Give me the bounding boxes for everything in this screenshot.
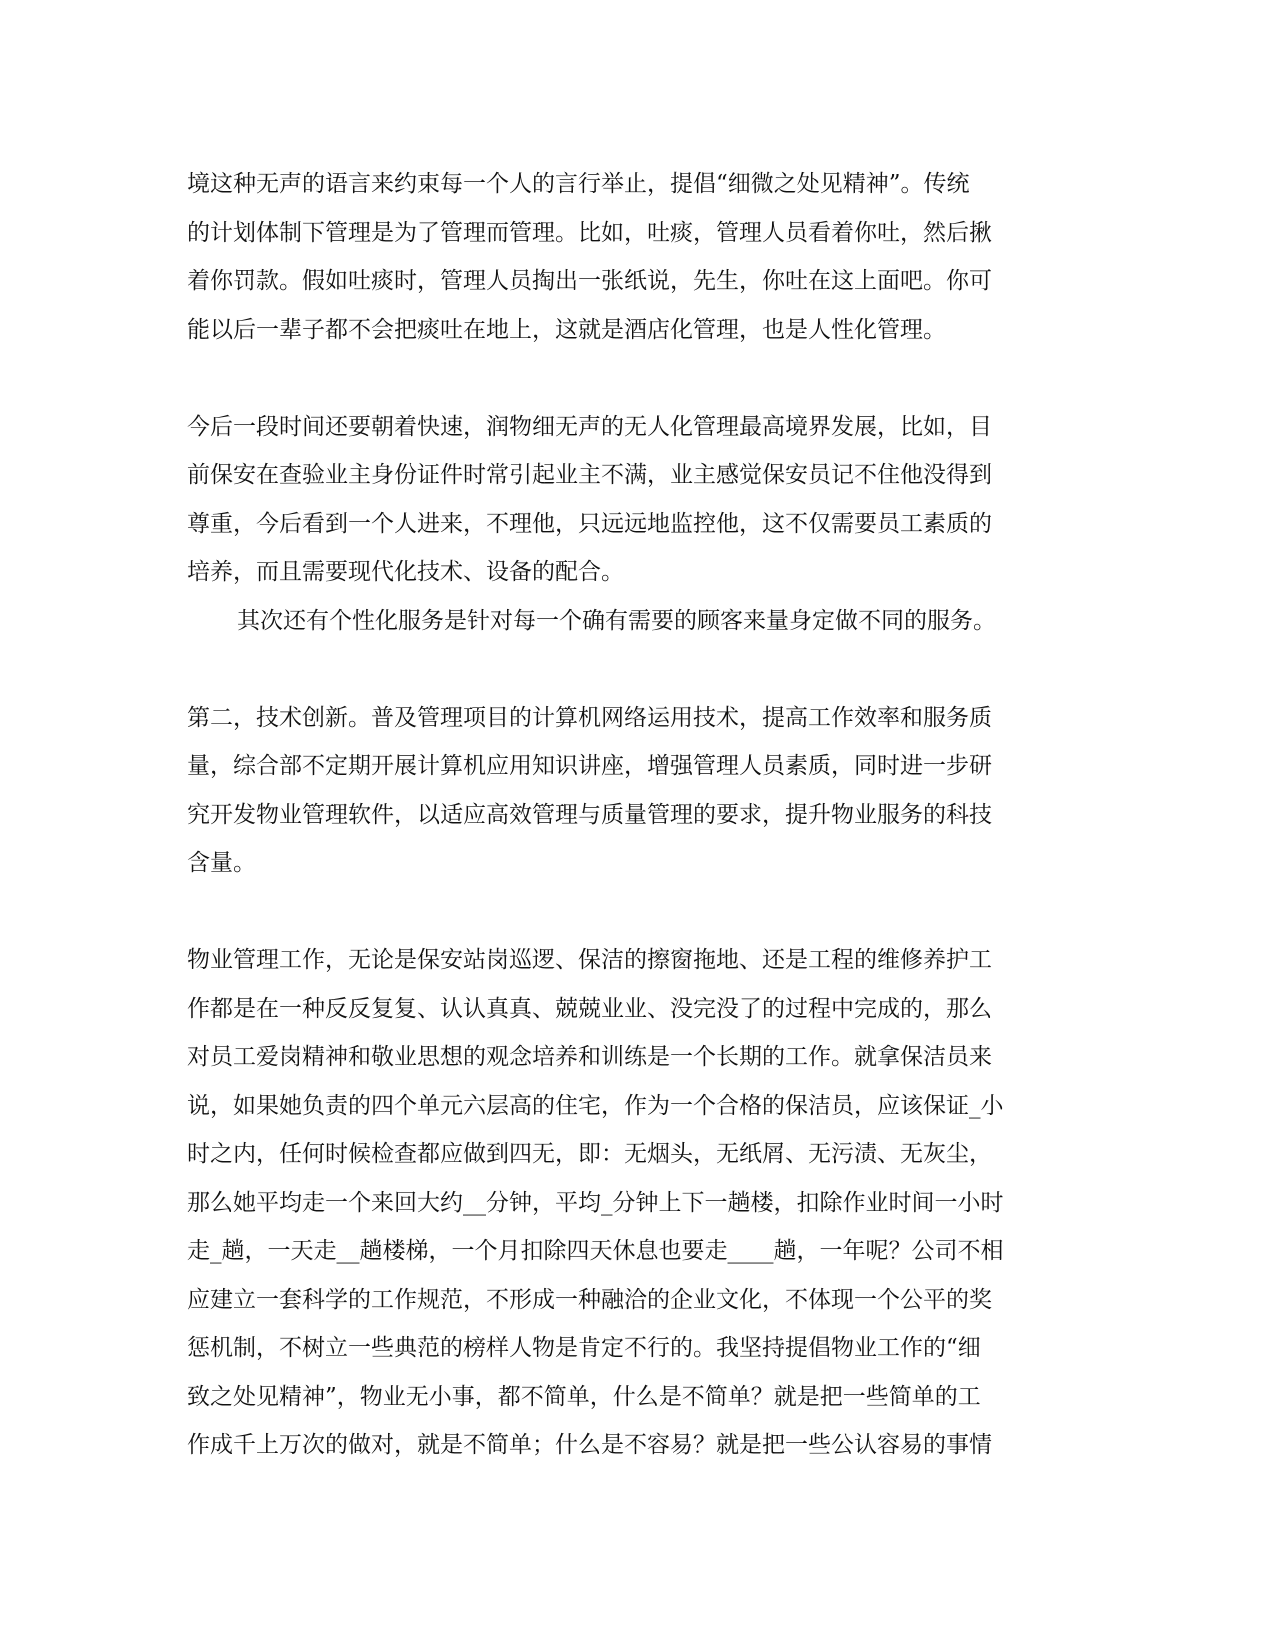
- paragraph-property-work: [187, 936, 1067, 1470]
- text-line: 作成千上万次的做对，就是不简单；什么是不容易？就是把一些公认容易的事情: [187, 1432, 992, 1458]
- text-line: 着你罚款。假如吐痰时，管理人员掏出一张纸说，先生，你吐在这上面吧。你可: [187, 268, 992, 294]
- document-body: [187, 160, 1067, 1470]
- text-line: 今后一段时间还要朝着快速，润物细无声的无人化管理最高境界发展，比如，目: [187, 413, 992, 440]
- text-line: 时之内，任何时候检查都应做到四无，即：无烟头，无纸屑、无污渍、无灰尘，: [187, 1141, 992, 1167]
- text-line: 培养，而且需要现代化技术、设备的配合。: [187, 559, 624, 585]
- text-line: 应建立一套科学的工作规范，不形成一种融洽的企业文化，不体现一个公平的奖: [187, 1286, 992, 1313]
- text-line: 前保安在查验业主身份证件时常引起业主不满，业主感觉保安员记不住他没得到: [187, 462, 992, 488]
- text-line: 第二，技术创新。普及管理项目的计算机网络运用技术，提高工作效率和服务质: [187, 704, 992, 731]
- paragraph-personalized-service: [187, 597, 1067, 646]
- text-line: 那么她平均走一个来回大约__分钟，平均_分钟上下一趟楼，扣除作业时间一小时: [187, 1189, 1004, 1216]
- text-line: 究开发物业管理软件，以适应高效管理与质量管理的要求，提升物业服务的科技: [187, 801, 992, 828]
- text-line: 含量。: [187, 850, 256, 876]
- text-line: 其次还有个性化服务是针对每一个确有需要的顾客来量身定做不同的服务。: [237, 607, 996, 634]
- text-line: 境这种无声的语言来约束每一个人的言行举止，提倡“细微之处见精神”。传统: [187, 171, 970, 197]
- text-line: 说，如果她负责的四个单元六层高的住宅，作为一个合格的保洁员，应该保证_小: [187, 1092, 1004, 1119]
- text-line: 对员工爱岗精神和敬业思想的观念培养和训练是一个长期的工作。就拿保洁员来: [187, 1044, 992, 1070]
- paragraph-hotel-management: [187, 160, 1067, 354]
- text-line: 作都是在一种反反复复、认认真真、兢兢业业、没完没了的过程中完成的，那么: [187, 995, 992, 1022]
- text-line: 尊重，今后看到一个人进来，不理他，只远远地监控他，这不仅需要员工素质的: [187, 510, 992, 537]
- text-line: 量，综合部不定期开展计算机应用知识讲座，增强管理人员素质，同时进一步研: [187, 753, 992, 779]
- text-line: 走_趟，一天走__趟楼梯，一个月扣除四天休息也要走____趟，一年呢？公司不相: [187, 1238, 1004, 1264]
- text-line: 的计划体制下管理是为了管理而管理。比如，吐痰，管理人员看着你吐，然后揪: [187, 219, 992, 246]
- paragraph-unmanned-management: [187, 403, 1067, 597]
- text-line: 能以后一辈子都不会把痰吐在地上，这就是酒店化管理，也是人性化管理。: [187, 316, 946, 343]
- paragraph-technical-innovation: [187, 694, 1067, 888]
- text-line: 惩机制，不树立一些典范的榜样人物是肯定不行的。我坚持提倡物业工作的“细: [187, 1335, 981, 1361]
- text-line: 致之处见精神”，物业无小事，都不简单，什么是不简单？就是把一些简单的工: [187, 1383, 981, 1410]
- text-line: 物业管理工作，无论是保安站岗巡逻、保洁的擦窗拖地、还是工程的维修养护工: [187, 947, 992, 973]
